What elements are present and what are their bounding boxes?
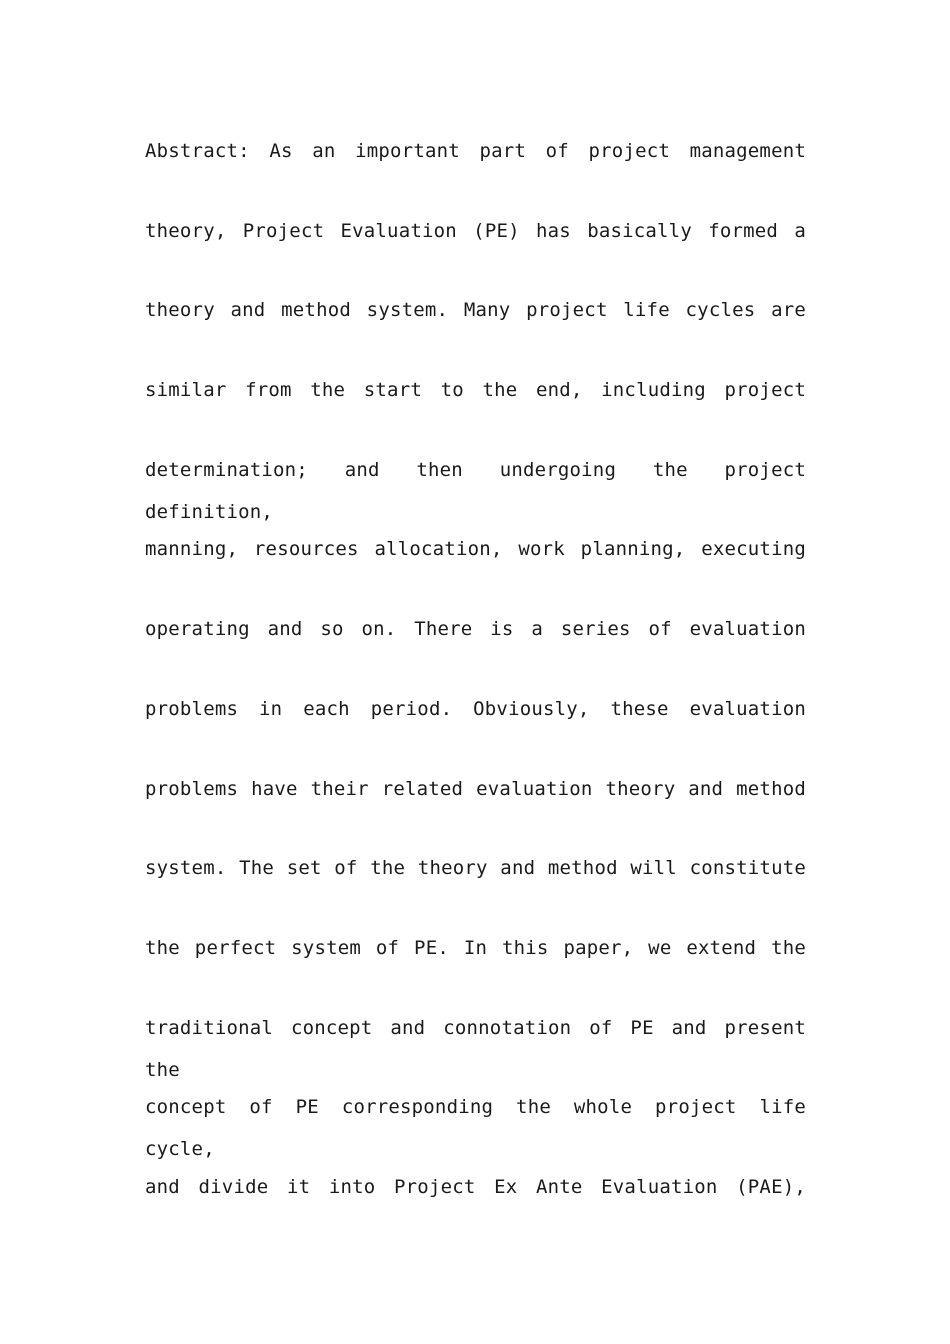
abstract-line-9: problems have their related evaluation theory and method [145,777,806,800]
abstract-line-12: traditional concept and connotation of PE and present the [145,1016,806,1081]
abstract-line-1: Abstract: As an important part of project management [145,140,806,162]
abstract-line-11: the perfect system of PE. In this paper, we extend the [145,936,806,959]
abstract-line-10: system. The set of the theory and method will constitute [145,857,806,880]
abstract-line-8: problems in each period. Obviously, these evaluation [145,697,806,720]
abstract-line-14: and divide it into Project Ex Ante Evaluation (PAE), [145,1175,806,1198]
abstract-line-7: operating and so on. There is a series of evaluation [145,618,806,641]
abstract-line-6: manning, resources allocation, work planning, executing [145,538,806,561]
abstract-line-13: concept of PE corresponding the whole project life cycle, [145,1096,806,1161]
abstract-line-3: theory and method system. Many project life cycles are [145,299,806,322]
abstract-paragraph [145,130,806,1246]
abstract-line-5: determination; and then undergoing the project definition, [145,458,806,523]
abstract-line-4: similar from the start to the end, including project [145,379,806,402]
abstract-line-2: theory, Project Evaluation (PE) has basically formed a [145,219,806,242]
